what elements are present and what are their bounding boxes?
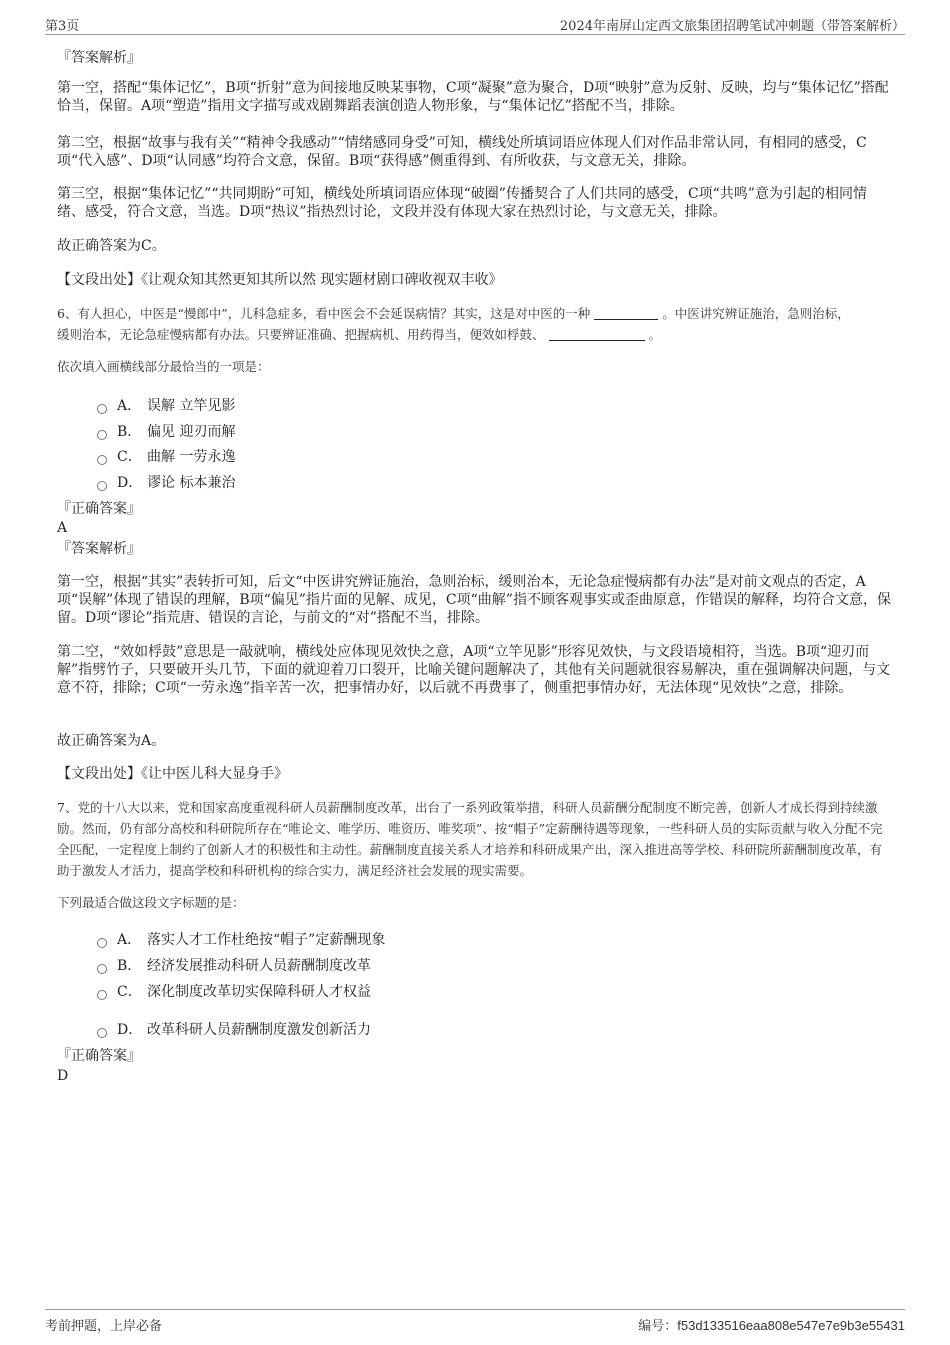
q7-stem: 7、党的十八大以来，党和国家高度重视科研人员薪酬制度改革，出台了一系列政策举措，科研人员薪酬分配制度不断完善，创新人才成长得到持续激励。然而，仍有部分高校和科研院所存在“唯论文、唯学历、唯资历、唯奖项”、按“帽子”定薪酬待遇等现象，一些科研人员的实际贡献与收入分配不完全匹配，一定程度上制约了创新人才的积极性和主动性。薪酬制度直接关系人才培养和科研成果产出，深入推进高等学校、科研院所薪酬制度改革，有助于激发人才活力，提高学校和科研机构的综合实力，满足经济社会发展的现实需要。 [57,800,883,878]
q6-blank-2 [549,328,645,341]
q7-option-d[interactable] [97,1019,371,1039]
option-text: 改革科研人员薪酬制度激发创新活力 [147,1022,371,1038]
page-header [45,12,905,35]
option-text: 经济发展推动科研人员薪酬制度改革 [147,958,371,974]
radio-icon[interactable] [97,990,107,1000]
q6-stem-part-c: 缓则治本，无论急症慢病都有办法。只要辨证准确、把握病机、用药得当，便效如桴鼓、 [57,327,545,342]
q7-option-a[interactable] [97,929,385,949]
page-number: 第3页 [45,19,80,34]
option-text: 偏见 迎刃而解 [147,424,236,440]
q5-analysis-para-1: 第一空，搭配“集体记忆”，B项“折射”意为间接地反映某事物，C项“凝聚”意为聚合，D项“映射”意为反射、反映，均与“集体记忆”搭配恰当，保留。A项“塑造”指用文字描写或戏剧舞蹈表演创造人物形象，与“集体记忆”搭配不当，排除。 [57,80,889,114]
q5-analysis-title: 『答案解析』 [57,50,141,66]
option-text: 误解 立竿见影 [147,398,236,414]
option-text: 曲解 一劳永逸 [147,449,236,465]
q6-stem-part-d: 。 [648,327,662,342]
q5-analysis-para-2: 第二空，根据“故事与我有关”“精神令我感动”“情绪感同身受”可知，横线处所填词语应体现人们对作品非常认同，有相同的感受，C项“代入感”、D项“认同感”均符合文意，保留。B项“获得感”侧重得到、有所收获，与文意无关，排除。 [57,135,867,169]
q5-conclusion: 故正确答案为C。 [57,238,166,254]
document-code [638,1315,905,1334]
option-letter: B． [117,958,142,974]
option-text: 深化制度改革切实保障科研人才权益 [147,984,371,1000]
option-letter: D． [117,1022,143,1038]
q7-answer: D [57,1068,69,1084]
option-letter: A． [117,932,142,948]
radio-icon[interactable] [97,964,107,974]
q6-option-d[interactable] [97,472,235,492]
radio-icon[interactable] [97,430,107,440]
option-text: 谬论 标本兼治 [147,475,236,491]
q5-analysis-para-3: 第三空，根据“集体记忆”“共同期盼”可知，横线处所填词语应体现“破圈”传播契合了人们共同的感受，C项“共鸣”意为引起的相同情绪、感受，符合文意，当选。D项“热议”指热烈讨论，文段并没有体现大家在热烈讨论，与文意无关，排除。 [57,186,867,220]
q6-analysis-para-1: 第一空，根据“其实”表转折可知，后文“中医讲究辨证施治，急则治标，缓则治本，无论急症慢病都有办法”是对前文观点的否定，A项“误解”体现了错误的理解，B项“偏见”指片面的见解、成见，C项“曲解”指不顾客观事实或歪曲原意，作错误的解释，均符合文意，保留。D项“谬论”指荒唐、错误的言论，与前文的“对”搭配不当，排除。 [57,574,891,626]
q6-conclusion: 故正确答案为A。 [57,733,166,749]
q7-option-b[interactable] [97,955,371,975]
radio-icon[interactable] [97,1028,107,1038]
q6-stem-part-a: 6、有人担心，中医是“慢郎中”，儿科急症多，看中医会不会延误病情？其实，这是对中医的一种 [57,306,591,321]
option-letter: C． [117,449,142,465]
option-letter: D． [117,475,143,491]
q7-prompt: 下列最适合做这段文字标题的是： [57,895,245,910]
radio-icon[interactable] [97,481,107,491]
document-code-label: 编号： [638,1319,678,1334]
document-code-value: f53d133516eaa808e547e7e9b3e55431 [677,1318,905,1333]
q6-option-b[interactable] [97,421,235,441]
option-letter: A． [117,398,142,414]
radio-icon[interactable] [97,404,107,414]
radio-icon[interactable] [97,938,107,948]
q6-analysis-title: 『答案解析』 [57,541,141,557]
q6-source: 【文段出处】《让中医儿科大显身手》 [57,766,288,782]
q6-prompt: 依次填入画横线部分最恰当的一项是： [57,359,270,374]
option-text: 落实人才工作杜绝按“帽子”定薪酬现象 [147,932,386,948]
q7-option-c[interactable] [97,981,371,1001]
q6-answer-title: 『正确答案』 [57,501,141,517]
q6-answer: A [57,520,68,536]
option-letter: C． [117,984,142,1000]
q6-analysis-para-2: 第二空，“效如桴鼓”意思是一敲就响，横线处应体现见效快之意，A项“立竿见影”形容见效快，与文段语境相符，当选。B项“迎刃而解”指劈竹子，只要破开头几节，下面的就迎着刀口裂开，比喻关键问题解决了，其他有关问题就很容易解决，重在强调解决问题，与文意不符，排除；C项“一劳永逸”指辛苦一次，把事情办好，以后就不再费事了，侧重把事情办好，无法体现“见效快”之意，排除。 [57,644,891,696]
q6-stem-part-b: 。中医讲究辨证施治，急则治标， [662,306,850,321]
q6-option-a[interactable] [97,395,235,415]
footer-slogan: 考前押题，上岸必备 [45,1319,163,1334]
option-letter: B． [117,424,142,440]
q6-option-c[interactable] [97,446,235,466]
q5-source: 【文段出处】《让观众知其然更知其所以然 现实题材剧口碑收视双丰收》 [57,272,503,288]
page-footer [45,1309,905,1332]
q6-blank-1 [594,307,658,320]
document-title: 2024年南屏山定西文旅集团招聘笔试冲刺题（带答案解析） [559,19,905,34]
radio-icon[interactable] [97,455,107,465]
q6-stem [57,303,893,345]
q7-answer-title: 『正确答案』 [57,1048,141,1064]
